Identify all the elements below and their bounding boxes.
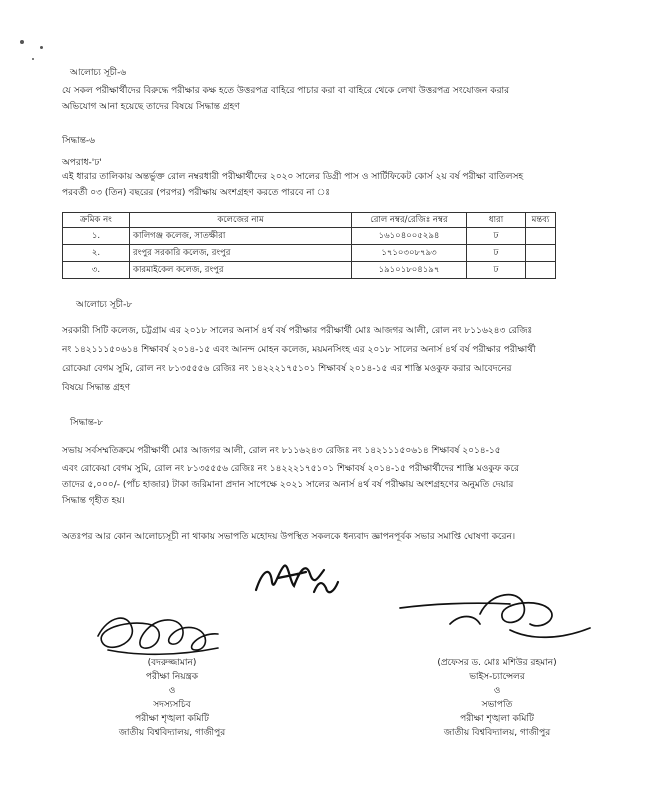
agenda-8-text-line4: বিষয়ে সিদ্ধান্ত গ্রহণ xyxy=(62,383,131,393)
closing-statement: অতঃপর আর কোন আলোচ্যসূচী না থাকায় সভাপতি মহোদয় উপস্থিত সকলকে ধন্যবাদ জ্ঞাপনপূর্বক সভার সমাপ্তি ঘোষণা করেন। xyxy=(62,532,516,542)
header-serial: ক্রমিক নং xyxy=(63,213,130,228)
row-college: কারমাইকেল কলেজ, রংপুর xyxy=(130,262,352,279)
agenda-6-text-line1: যে সকল পরীক্ষার্থীদের বিরুদ্ধে পরীক্ষার কক্ষ হতে উত্তরপত্র বাহিরে পাচার করা বা বাহিরে থেকে লেখা উত্তরপত্র সংযোজন করার xyxy=(62,86,510,96)
agenda-8-text-line3: রোকেয়া বেগম সুমি, রোল নং ৮১৩৫৫৫৬ রেজিঃ নং ১৪২২২১৭৫১০১ শিক্ষাবর্ষ ২০১৪-১৫ এর শাস্তি মওকুফ করার আবেদনের xyxy=(62,364,512,374)
row-clause: ঢ xyxy=(467,245,526,262)
right-signatory xyxy=(402,656,592,740)
right-signatory-title1: ভাইস-চ্যান্সেলর xyxy=(469,672,525,682)
decision-8-text-line4: সিদ্ধান্ত গৃহীত হয়। xyxy=(62,496,125,506)
right-signature xyxy=(390,584,600,650)
right-signatory-title2: সভাপতি xyxy=(481,700,513,710)
row-remark xyxy=(526,262,556,279)
left-signatory xyxy=(92,656,252,740)
middle-signature xyxy=(248,552,348,602)
table-header-row xyxy=(63,213,556,228)
row-college: রংপুর সরকারি কলেজ, রংপুর xyxy=(130,245,352,262)
decision-6-text-line1: এই ধারার তালিকায় অন্তর্ভুক্ত রোল নম্বরধারী পরীক্ষার্থীদের ২০২০ সালের ডিগ্রী পাস ও সার্টিফিকেট কোর্স ২য় বর্ষ পরীক্ষা বাতিলসহ xyxy=(62,172,524,182)
row-roll: ১৬১০৪০০৫২৯৪ xyxy=(352,228,467,245)
left-signatory-committee: পরীক্ষা শৃঙ্খলা কমিটি xyxy=(135,714,209,724)
row-serial: ১. xyxy=(63,228,130,245)
row-roll: ১৯১০১৮০৪১৯৭ xyxy=(352,262,467,279)
agenda-6-heading: আলোচ্য সূচী-৬ xyxy=(70,68,127,78)
right-signatory-and: ও xyxy=(493,686,501,696)
table-row xyxy=(63,245,556,262)
row-remark xyxy=(526,245,556,262)
left-signatory-title1: পরীক্ষা নিয়ন্ত্রক xyxy=(145,672,199,682)
agenda-8-heading: আলোচ্য সূচী-৮ xyxy=(76,300,133,310)
scan-smudge xyxy=(32,58,34,60)
row-clause: ঢ xyxy=(467,228,526,245)
right-signatory-institution: জাতীয় বিশ্ববিদ্যালয়, গাজীপুর xyxy=(443,728,551,738)
candidates-table xyxy=(62,212,556,279)
decision-8-text-line2: এবং রোকেয়া বেগম সুমি, রোল নং ৮১৩৫৫৫৬ রেজিঃ নং ১৪২২২১৭৫১০১ শিক্ষাবর্ষ ২০১৪-১৫ পরীক্ষার্থীদের শাস্তি মওকুফ করে xyxy=(62,464,519,474)
table-row xyxy=(63,262,556,279)
row-remark xyxy=(526,228,556,245)
table-row xyxy=(63,228,556,245)
agenda-8-text-line2: নং ১৪২১১১৫০৬১৪ শিক্ষাবর্ষ ২০১৪-১৫ এবং আনন্দ মোহন কলেজ, ময়মনসিংহ এর ২০১৮ সালের অনার্স ৪র্থ বর্ষ পরীক্ষার পরীক্ষার্থী xyxy=(62,345,536,355)
decision-8-heading: সিদ্ধান্ত-৮ xyxy=(70,418,104,428)
decision-8-text-line3: তাদের ৫,০০০/- (পাঁচ হাজার) টাকা জরিমানা প্রদান সাপেক্ষে ২০২১ সালের অনার্স ৪র্থ বর্ষ পরীক্ষায় অংশগ্রহণের অনুমতি দেয়ার xyxy=(62,480,514,490)
row-clause: ঢ xyxy=(467,262,526,279)
row-college: কালিগঞ্জ কলেজ, সাতক্ষীরা xyxy=(130,228,352,245)
decision-6-heading: সিদ্ধান্ত-৬ xyxy=(62,136,96,146)
right-signatory-committee: পরীক্ষা শৃঙ্খলা কমিটি xyxy=(460,714,534,724)
agenda-6-text-line2: অভিযোগ আনা হয়েছে তাদের বিষয়ে সিদ্ধান্ত গ্রহণ xyxy=(62,102,240,112)
header-roll: রোল নম্বর/রেজিঃ নম্বর xyxy=(352,213,467,228)
left-signatory-title2: সদস্যসচিব xyxy=(153,700,191,710)
header-remark: মন্তব্য xyxy=(526,213,556,228)
scan-smudge xyxy=(40,46,43,49)
left-signatory-and: ও xyxy=(168,686,176,696)
left-signatory-institution: জাতীয় বিশ্ববিদ্যালয়, গাজীপুর xyxy=(118,728,226,738)
row-roll: ১৭১০৩০৮৭৯৩ xyxy=(352,245,467,262)
decision-6-offense: অপরাধ-'ঢ' xyxy=(62,158,102,168)
row-serial: ২. xyxy=(63,245,130,262)
right-signatory-name: (প্রফেসর ড. মোঃ মশিউর রহমান) xyxy=(437,658,557,668)
row-serial: ৩. xyxy=(63,262,130,279)
decision-6-text-line2: পরবর্তী ০৩ (তিন) বছরের (পরপর) পরীক্ষায় অংশগ্রহণ করতে পারবে না ঃ xyxy=(62,188,331,198)
header-clause: ধারা xyxy=(467,213,526,228)
decision-8-text-line1: সভায় সর্বসম্মতিক্রমে পরীক্ষার্থী মোঃ আজগর আলী, রোল নং ৮১১৬২৪৩ রেজিঃ নং ১৪২১১১৫০৬১৪ শিক্ষাবর্ষ ২০১৪-১৫ xyxy=(62,446,501,456)
scan-smudge xyxy=(20,40,24,44)
agenda-8-text-line1: সরকারী সিটি কলেজ, চট্টগ্রাম এর ২০১৮ সালের অনার্স ৪র্থ বর্ষ পরীক্ষার পরীক্ষার্থী মোঃ আজগর আলী, রোল নং ৮১১৬২৪৩ রেজিঃ xyxy=(62,326,533,336)
left-signatory-name: (বদরুজ্জামান) xyxy=(147,658,197,668)
header-college: কলেজের নাম xyxy=(130,213,352,228)
